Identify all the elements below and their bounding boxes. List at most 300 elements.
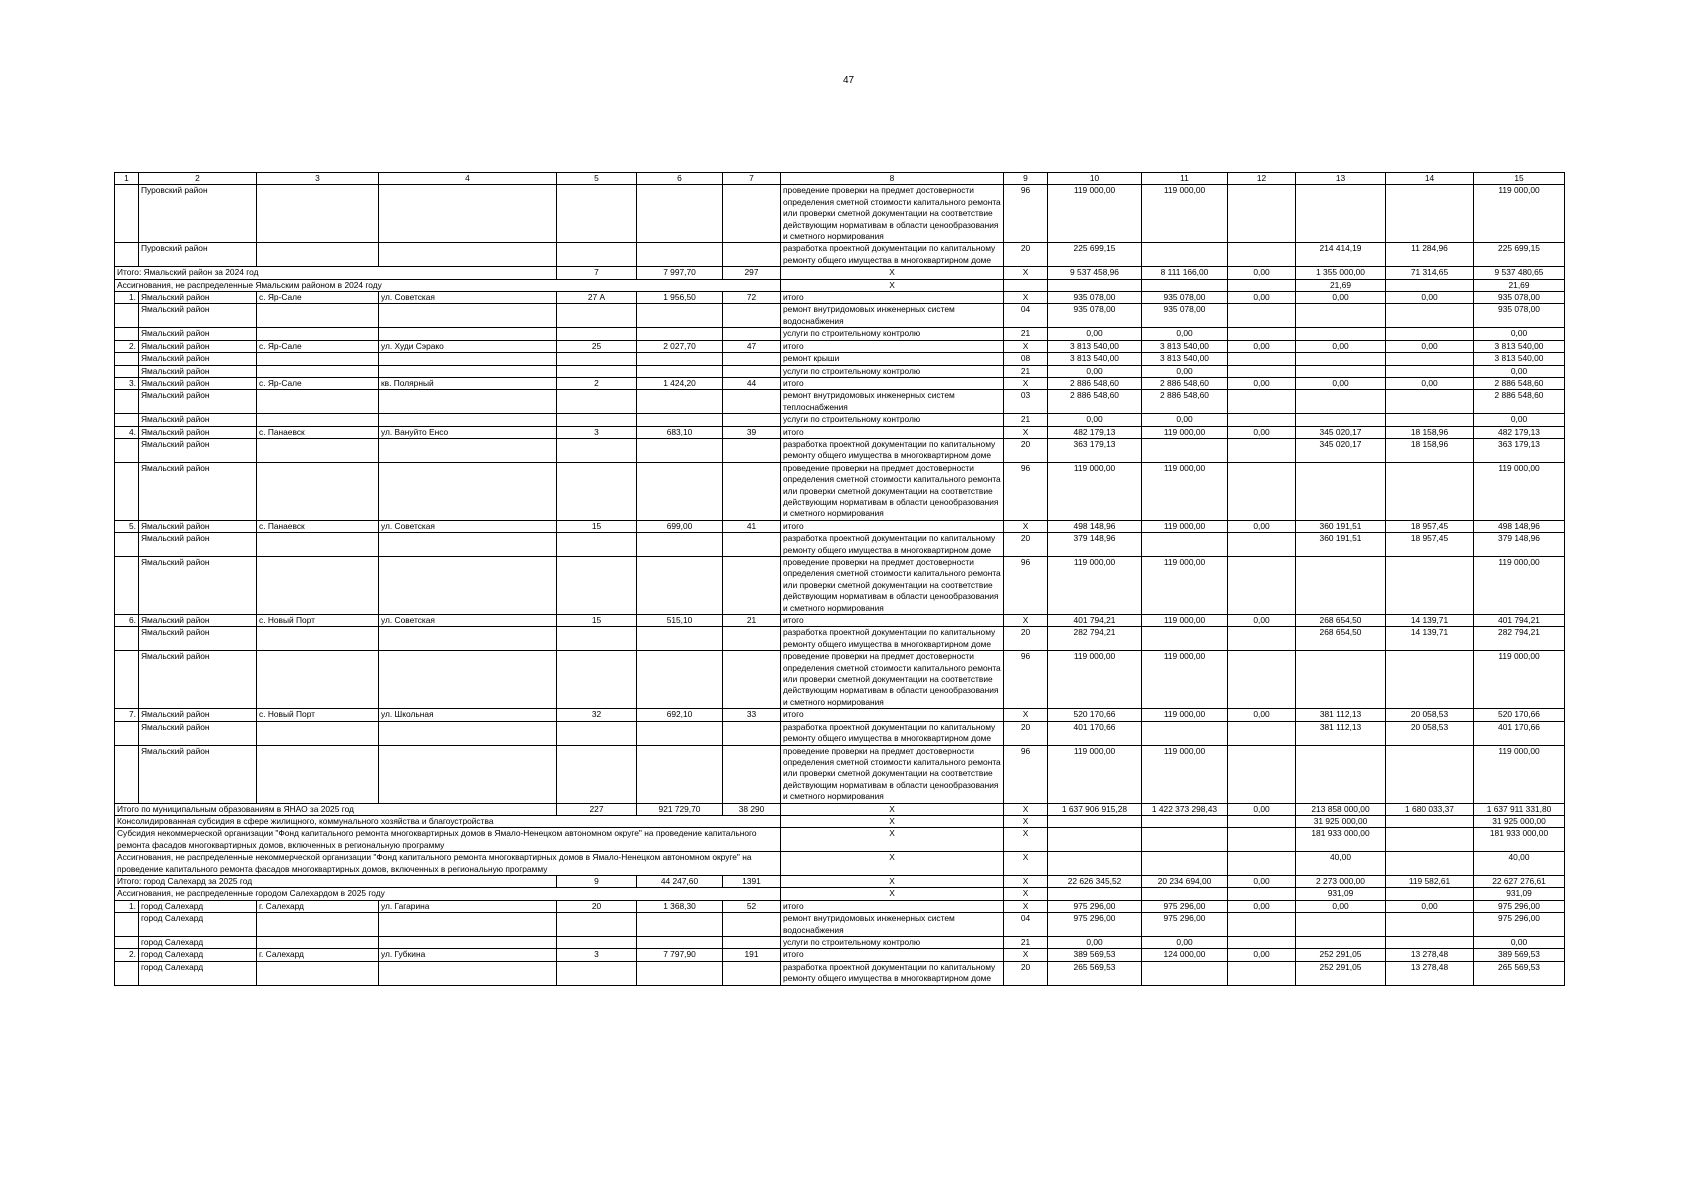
street-cell: ул. Губкина — [379, 949, 557, 961]
settlement-cell: г. Салехард — [257, 900, 379, 912]
area-cell — [637, 557, 723, 615]
settlement-cell — [257, 721, 379, 745]
amount-cell: 0,00 — [1228, 949, 1296, 961]
amount-cell — [1386, 414, 1474, 426]
settlement-cell — [257, 557, 379, 615]
house-number-cell — [557, 414, 637, 426]
amount-cell: 381 112,13 — [1296, 709, 1386, 721]
allocation-label: Консолидированная субсидия в сфере жилищного, коммунального хозяйства и благоустройства — [115, 815, 781, 827]
amount-cell: 1 680 033,37 — [1386, 803, 1474, 815]
work-code-cell: 04 — [1004, 304, 1048, 328]
row-number-cell — [115, 304, 139, 328]
house-number-cell — [557, 185, 637, 243]
residents-cell: 297 — [723, 267, 781, 279]
work-code-cell: X — [1004, 888, 1048, 900]
amount-cell — [1386, 937, 1474, 949]
amount-cell: 931,09 — [1474, 888, 1565, 900]
amount-cell — [1228, 745, 1296, 803]
row-number-cell: 3. — [115, 377, 139, 389]
settlement-cell — [257, 627, 379, 651]
table-row — [115, 438, 1565, 462]
settlement-cell — [257, 438, 379, 462]
residents-cell — [723, 390, 781, 414]
allocation-label: Субсидия некоммерческой организации "Фонд капитального ремонта многоквартирных домов в Ямало-Ненецком автономном округе" на проведение капитального ремонта фасадов многоквартирных домов, включенных в региональную программу — [115, 828, 781, 852]
amount-cell: 1 637 911 331,80 — [1474, 803, 1565, 815]
residents-cell: 72 — [723, 292, 781, 304]
amount-cell: 225 699,15 — [1474, 243, 1565, 267]
area-cell — [637, 913, 723, 937]
amount-cell — [1228, 279, 1296, 291]
amount-cell: 14 139,71 — [1386, 627, 1474, 651]
row-number-cell — [115, 533, 139, 557]
amount-cell: 935 078,00 — [1474, 292, 1565, 304]
work-type-cell: разработка проектной документации по капитальному ремонту общего имущества в многоквартирном доме — [781, 243, 1004, 267]
header-row — [115, 173, 1565, 185]
settlement-cell: с. Яр-Сале — [257, 292, 379, 304]
settlement-cell — [257, 185, 379, 243]
amount-cell: 935 078,00 — [1048, 304, 1142, 328]
municipality-cell: город Салехард — [139, 900, 257, 912]
amount-cell: 975 296,00 — [1142, 900, 1228, 912]
municipality-cell: Ямальский район — [139, 328, 257, 340]
table-row — [115, 533, 1565, 557]
amount-cell: 2 886 548,60 — [1142, 377, 1228, 389]
municipality-cell: Ямальский район — [139, 390, 257, 414]
amount-cell: 0,00 — [1228, 426, 1296, 438]
header-cell: 3 — [257, 173, 379, 185]
row-number-cell — [115, 390, 139, 414]
amount-cell: 975 296,00 — [1048, 913, 1142, 937]
house-number-cell — [557, 721, 637, 745]
amount-cell: 268 654,50 — [1296, 627, 1386, 651]
amount-cell: 9 537 480,65 — [1474, 267, 1565, 279]
residents-cell — [723, 961, 781, 985]
amount-cell: 360 191,51 — [1296, 533, 1386, 557]
amount-cell: 0,00 — [1228, 803, 1296, 815]
settlement-cell: г. Салехард — [257, 949, 379, 961]
house-count-cell: 9 — [557, 875, 637, 887]
amount-cell: 379 148,96 — [1048, 533, 1142, 557]
area-cell: 692,10 — [637, 709, 723, 721]
work-type-cell: итого — [781, 292, 1004, 304]
area-cell: 44 247,60 — [637, 875, 723, 887]
row-number-cell — [115, 557, 139, 615]
work-code-cell: 96 — [1004, 745, 1048, 803]
work-code-cell: X — [1004, 828, 1048, 852]
amount-cell: 935 078,00 — [1142, 292, 1228, 304]
amount-cell: 360 191,51 — [1296, 520, 1386, 532]
row-number-cell — [115, 243, 139, 267]
amount-cell: 0,00 — [1474, 414, 1565, 426]
amount-cell: 119 000,00 — [1474, 185, 1565, 243]
municipality-cell: Ямальский район — [139, 721, 257, 745]
allocation-label: Ассигнования, не распределенные некоммерческой организации "Фонд капитального ремонта многоквартирных домов в Ямало-Ненецком автономном округе" на проведение капитального ремонта фасадов многоквартирных домов, включенных в региональную программу — [115, 852, 781, 876]
amount-cell: 18 158,96 — [1386, 426, 1474, 438]
amount-cell — [1296, 328, 1386, 340]
street-cell — [379, 651, 557, 709]
subtotal-label: Итого: Ямальский район за 2024 год — [115, 267, 557, 279]
house-number-cell: 32 — [557, 709, 637, 721]
amount-cell — [1228, 414, 1296, 426]
area-cell — [637, 243, 723, 267]
amount-cell — [1386, 279, 1474, 291]
work-code-cell — [1004, 279, 1048, 291]
amount-cell — [1228, 365, 1296, 377]
subtotal-row — [115, 267, 1565, 279]
amount-cell: 3 813 540,00 — [1048, 340, 1142, 352]
settlement-cell: с. Яр-Сале — [257, 377, 379, 389]
residents-cell — [723, 721, 781, 745]
amount-cell — [1228, 243, 1296, 267]
row-number-cell: 1. — [115, 900, 139, 912]
municipality-cell: Ямальский район — [139, 462, 257, 520]
work-type-cell: итого — [781, 615, 1004, 627]
amount-cell — [1228, 852, 1296, 876]
subtotal-row — [115, 803, 1565, 815]
amount-cell — [1296, 937, 1386, 949]
amount-cell: 0,00 — [1296, 340, 1386, 352]
row-number-cell: 2. — [115, 949, 139, 961]
amount-cell: 0,00 — [1228, 709, 1296, 721]
row-number-cell — [115, 937, 139, 949]
street-cell: ул. Худи Сэрако — [379, 340, 557, 352]
amount-cell — [1296, 390, 1386, 414]
amount-cell: 265 569,53 — [1474, 961, 1565, 985]
amount-cell: 363 179,13 — [1474, 438, 1565, 462]
work-code-cell: X — [1004, 340, 1048, 352]
residents-cell — [723, 937, 781, 949]
amount-cell: 214 414,19 — [1296, 243, 1386, 267]
header-cell: 12 — [1228, 173, 1296, 185]
amount-cell: 401 170,66 — [1048, 721, 1142, 745]
amount-cell — [1142, 721, 1228, 745]
table-row — [115, 745, 1565, 803]
settlement-cell — [257, 353, 379, 365]
work-code-cell: X — [1004, 615, 1048, 627]
amount-cell — [1296, 462, 1386, 520]
budget-table — [114, 172, 1565, 986]
street-cell: ул. Советская — [379, 520, 557, 532]
amount-cell: 1 355 000,00 — [1296, 267, 1386, 279]
settlement-cell — [257, 328, 379, 340]
street-cell: кв. Полярный — [379, 377, 557, 389]
area-cell — [637, 721, 723, 745]
amount-cell: 0,00 — [1386, 340, 1474, 352]
amount-cell: 22 626 345,52 — [1048, 875, 1142, 887]
amount-cell: 252 291,05 — [1296, 949, 1386, 961]
amount-cell — [1048, 828, 1142, 852]
area-cell — [637, 961, 723, 985]
header-cell: 5 — [557, 173, 637, 185]
municipality-cell: Ямальский район — [139, 615, 257, 627]
amount-cell — [1296, 185, 1386, 243]
street-cell — [379, 365, 557, 377]
amount-cell: 0,00 — [1386, 292, 1474, 304]
table-row — [115, 243, 1565, 267]
street-cell — [379, 390, 557, 414]
amount-cell: 225 699,15 — [1048, 243, 1142, 267]
table-row — [115, 949, 1565, 961]
work-code-cell: 20 — [1004, 961, 1048, 985]
residents-cell: 52 — [723, 900, 781, 912]
amount-cell: 401 170,66 — [1474, 721, 1565, 745]
amount-cell — [1142, 852, 1228, 876]
amount-cell — [1142, 243, 1228, 267]
area-cell: 7 797,90 — [637, 949, 723, 961]
amount-cell: 119 000,00 — [1048, 185, 1142, 243]
row-number-cell — [115, 961, 139, 985]
amount-cell: 119 000,00 — [1474, 462, 1565, 520]
settlement-cell: с. Новый Порт — [257, 709, 379, 721]
residents-cell — [723, 745, 781, 803]
page-number: 47 — [842, 75, 855, 86]
house-number-cell — [557, 533, 637, 557]
table-row — [115, 292, 1565, 304]
table-row — [115, 520, 1565, 532]
amount-cell — [1296, 745, 1386, 803]
amount-cell: 22 627 276,61 — [1474, 875, 1565, 887]
area-cell — [637, 937, 723, 949]
header-cell: 10 — [1048, 173, 1142, 185]
amount-cell: 181 933 000,00 — [1474, 828, 1565, 852]
amount-cell: 181 933 000,00 — [1296, 828, 1386, 852]
amount-cell — [1142, 279, 1228, 291]
table-row — [115, 365, 1565, 377]
amount-cell — [1386, 852, 1474, 876]
amount-cell: 265 569,53 — [1048, 961, 1142, 985]
residents-cell — [723, 627, 781, 651]
work-type-cell: X — [781, 803, 1004, 815]
amount-cell: 0,00 — [1048, 328, 1142, 340]
work-type-cell: итого — [781, 900, 1004, 912]
amount-cell — [1296, 304, 1386, 328]
header-cell: 13 — [1296, 173, 1386, 185]
work-type-cell: разработка проектной документации по капитальному ремонту общего имущества в многоквартирном доме — [781, 533, 1004, 557]
amount-cell: 18 158,96 — [1386, 438, 1474, 462]
residents-cell — [723, 353, 781, 365]
area-cell: 1 956,50 — [637, 292, 723, 304]
header-cell: 7 — [723, 173, 781, 185]
row-number-cell: 7. — [115, 709, 139, 721]
street-cell — [379, 353, 557, 365]
header-cell: 4 — [379, 173, 557, 185]
settlement-cell: с. Панаевск — [257, 520, 379, 532]
table-row — [115, 304, 1565, 328]
work-code-cell: 21 — [1004, 328, 1048, 340]
area-cell — [637, 533, 723, 557]
amount-cell: 13 278,48 — [1386, 961, 1474, 985]
header-cell: 8 — [781, 173, 1004, 185]
house-number-cell — [557, 557, 637, 615]
amount-cell: 0,00 — [1142, 328, 1228, 340]
amount-cell: 20 234 694,00 — [1142, 875, 1228, 887]
work-type-cell: разработка проектной документации по капитальному ремонту общего имущества в многоквартирном доме — [781, 438, 1004, 462]
area-cell: 699,00 — [637, 520, 723, 532]
municipality-cell: Ямальский район — [139, 557, 257, 615]
header-cell: 2 — [139, 173, 257, 185]
amount-cell: 345 020,17 — [1296, 438, 1386, 462]
allocation-row — [115, 815, 1565, 827]
amount-cell: 345 020,17 — [1296, 426, 1386, 438]
work-code-cell: X — [1004, 520, 1048, 532]
subtotal-label: Итого по муниципальным образованиям в ЯНАО за 2025 год — [115, 803, 557, 815]
header-cell: 14 — [1386, 173, 1474, 185]
street-cell — [379, 304, 557, 328]
municipality-cell: город Салехард — [139, 949, 257, 961]
amount-cell: 935 078,00 — [1142, 304, 1228, 328]
amount-cell: 119 000,00 — [1474, 651, 1565, 709]
amount-cell — [1228, 627, 1296, 651]
amount-cell: 213 858 000,00 — [1296, 803, 1386, 815]
amount-cell: 0,00 — [1048, 365, 1142, 377]
amount-cell: 282 794,21 — [1474, 627, 1565, 651]
municipality-cell: Ямальский район — [139, 520, 257, 532]
house-number-cell — [557, 353, 637, 365]
amount-cell: 381 112,13 — [1296, 721, 1386, 745]
amount-cell: 282 794,21 — [1048, 627, 1142, 651]
amount-cell: 11 284,96 — [1386, 243, 1474, 267]
amount-cell: 3 813 540,00 — [1142, 353, 1228, 365]
residents-cell: 1391 — [723, 875, 781, 887]
residents-cell — [723, 304, 781, 328]
amount-cell: 252 291,05 — [1296, 961, 1386, 985]
table-row — [115, 651, 1565, 709]
work-type-cell: итого — [781, 340, 1004, 352]
settlement-cell — [257, 304, 379, 328]
work-type-cell: итого — [781, 709, 1004, 721]
amount-cell — [1228, 462, 1296, 520]
area-cell — [637, 353, 723, 365]
residents-cell: 47 — [723, 340, 781, 352]
house-number-cell — [557, 462, 637, 520]
allocation-row — [115, 828, 1565, 852]
work-type-cell: проведение проверки на предмет достоверности определения сметной стоимости капитального ремонта или проверки сметной документации на соответствие действующим нормативам в области ценообразования и сметного нормирования — [781, 651, 1004, 709]
amount-cell: 13 278,48 — [1386, 949, 1474, 961]
table-row — [115, 340, 1565, 352]
header-cell: 1 — [115, 173, 139, 185]
amount-cell — [1228, 651, 1296, 709]
work-code-cell: X — [1004, 292, 1048, 304]
area-cell — [637, 745, 723, 803]
amount-cell — [1048, 815, 1142, 827]
amount-cell: 119 000,00 — [1142, 462, 1228, 520]
allocation-row — [115, 279, 1565, 291]
amount-cell: 119 000,00 — [1142, 615, 1228, 627]
amount-cell — [1142, 533, 1228, 557]
house-number-cell — [557, 438, 637, 462]
street-cell — [379, 533, 557, 557]
residents-cell — [723, 243, 781, 267]
work-code-cell: X — [1004, 803, 1048, 815]
amount-cell: 0,00 — [1228, 377, 1296, 389]
residents-cell — [723, 328, 781, 340]
house-number-cell — [557, 961, 637, 985]
amount-cell: 931,09 — [1296, 888, 1386, 900]
street-cell: ул. Советская — [379, 615, 557, 627]
amount-cell — [1296, 557, 1386, 615]
work-code-cell: X — [1004, 709, 1048, 721]
work-type-cell: X — [781, 888, 1004, 900]
amount-cell: 21,69 — [1296, 279, 1386, 291]
municipality-cell: Ямальский район — [139, 353, 257, 365]
amount-cell: 124 000,00 — [1142, 949, 1228, 961]
table-row — [115, 615, 1565, 627]
amount-cell — [1386, 828, 1474, 852]
work-type-cell: услуги по строительному контролю — [781, 328, 1004, 340]
municipality-cell: город Салехард — [139, 913, 257, 937]
street-cell: ул. Школьная — [379, 709, 557, 721]
amount-cell: 482 179,13 — [1474, 426, 1565, 438]
amount-cell — [1296, 651, 1386, 709]
amount-cell: 0,00 — [1228, 900, 1296, 912]
amount-cell — [1142, 888, 1228, 900]
amount-cell — [1142, 815, 1228, 827]
amount-cell — [1228, 913, 1296, 937]
amount-cell: 119 000,00 — [1142, 520, 1228, 532]
amount-cell — [1048, 279, 1142, 291]
table-row — [115, 426, 1565, 438]
row-number-cell: 4. — [115, 426, 139, 438]
row-number-cell: 2. — [115, 340, 139, 352]
table-row — [115, 900, 1565, 912]
amount-cell: 119 000,00 — [1142, 426, 1228, 438]
street-cell — [379, 913, 557, 937]
work-code-cell: 08 — [1004, 353, 1048, 365]
amount-cell: 975 296,00 — [1474, 900, 1565, 912]
amount-cell: 0,00 — [1474, 365, 1565, 377]
residents-cell: 39 — [723, 426, 781, 438]
house-number-cell — [557, 651, 637, 709]
row-number-cell — [115, 651, 139, 709]
amount-cell — [1142, 438, 1228, 462]
amount-cell: 0,00 — [1386, 900, 1474, 912]
house-number-cell: 25 — [557, 340, 637, 352]
area-cell: 515,10 — [637, 615, 723, 627]
work-code-cell: 96 — [1004, 185, 1048, 243]
amount-cell: 2 886 548,60 — [1048, 377, 1142, 389]
amount-cell — [1228, 961, 1296, 985]
amount-cell: 0,00 — [1474, 328, 1565, 340]
area-cell — [637, 438, 723, 462]
street-cell — [379, 745, 557, 803]
amount-cell: 389 569,53 — [1474, 949, 1565, 961]
amount-cell — [1386, 815, 1474, 827]
amount-cell — [1386, 557, 1474, 615]
subtotal-label: Итого: город Салехард за 2025 год — [115, 875, 557, 887]
street-cell — [379, 185, 557, 243]
amount-cell — [1386, 390, 1474, 414]
area-cell: 7 997,70 — [637, 267, 723, 279]
area-cell — [637, 390, 723, 414]
amount-cell: 119 000,00 — [1474, 557, 1565, 615]
row-number-cell: 5. — [115, 520, 139, 532]
amount-cell — [1228, 721, 1296, 745]
street-cell — [379, 438, 557, 462]
municipality-cell: Ямальский район — [139, 745, 257, 803]
amount-cell: 0,00 — [1048, 937, 1142, 949]
residents-cell: 38 290 — [723, 803, 781, 815]
row-number-cell: 6. — [115, 615, 139, 627]
amount-cell: 975 296,00 — [1474, 913, 1565, 937]
work-type-cell: итого — [781, 426, 1004, 438]
amount-cell: 0,00 — [1296, 900, 1386, 912]
amount-cell: 0,00 — [1142, 414, 1228, 426]
residents-cell — [723, 185, 781, 243]
table-row — [115, 462, 1565, 520]
amount-cell — [1228, 390, 1296, 414]
work-type-cell: итого — [781, 520, 1004, 532]
allocation-row — [115, 888, 1565, 900]
